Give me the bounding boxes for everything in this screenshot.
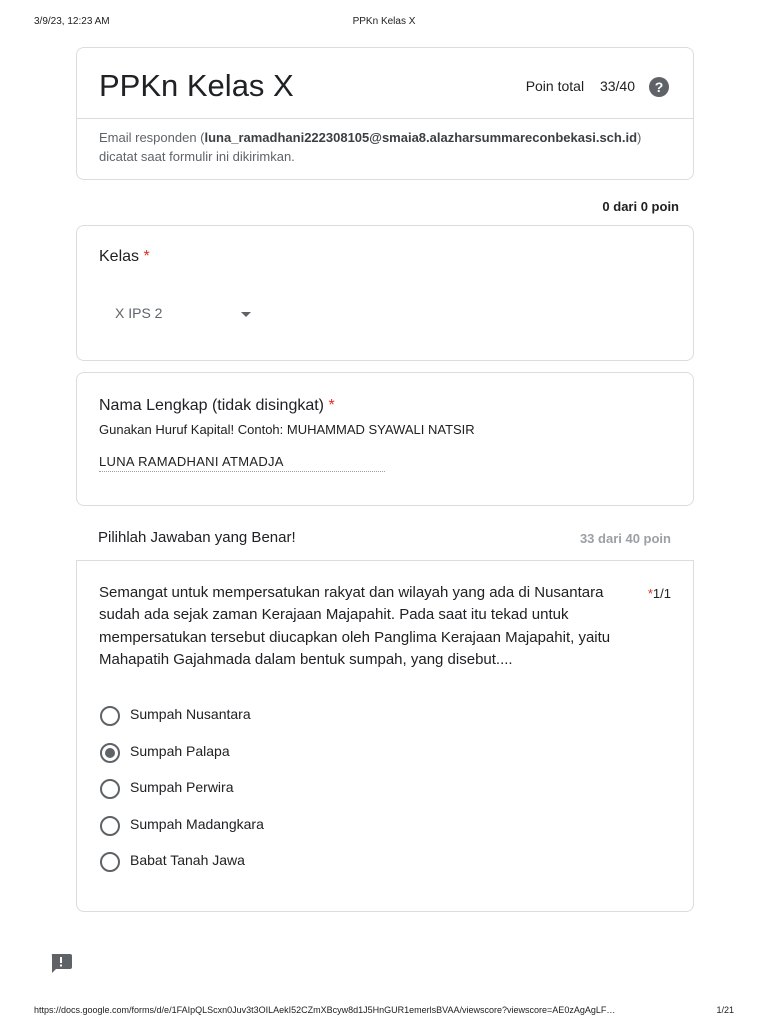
required-mark: * — [328, 397, 335, 414]
dropdown-arrow-icon — [241, 312, 251, 317]
option-label: Sumpah Palapa — [130, 742, 230, 759]
help-icon[interactable]: ? — [649, 77, 669, 97]
email-note — [99, 128, 671, 166]
total-score-label: Poin total — [525, 78, 585, 94]
section-points: 0 dari 0 poin — [602, 199, 679, 214]
question-card-nama — [76, 372, 694, 506]
total-score-value: 33/40 — [599, 78, 635, 94]
email-note-line2: dicatat saat formulir ini dikirimkan. — [99, 149, 295, 164]
form-header-card — [76, 47, 694, 180]
print-doc-title: PPKn Kelas X — [352, 16, 416, 27]
section-score: 33 dari 40 poin — [579, 531, 671, 546]
question-title-kelas — [99, 248, 150, 266]
required-mark: * — [647, 586, 653, 601]
option-label: Sumpah Nusantara — [130, 706, 251, 722]
email-prefix: Email responden ( — [99, 130, 205, 145]
total-score — [526, 78, 635, 94]
print-page-number: 1/21 — [716, 1005, 734, 1015]
kelas-dropdown[interactable] — [115, 305, 255, 325]
print-datetime: 3/9/23, 12:23 AM — [34, 16, 110, 27]
form-title: PPKn Kelas X — [99, 68, 294, 103]
question-text: Semangat untuk mempersatukan rakyat dan wilayah yang ada di Nusantara sudah ada sejak zaman Kerajaan Majapahit. Pada saat itu tekad untuk mempersatukan tersebut diucapkan oleh Panglima Kerajaan Majapahit, yaitu Mahapatih Gajahmada dalam bentuk sumpah, yang disebut.... — [99, 584, 611, 668]
print-header — [0, 16, 768, 30]
email-suffix: ) — [637, 130, 642, 145]
print-url: https://docs.google.com/forms/d/e/1FAIpQLScxn0Juv3t3OILAekI52CZmXBcyw8d1J5HnGUR1emerlsBVAA/viewscore?viewscore=AE0zAgAgLF… — [34, 1005, 616, 1015]
question-label: Kelas — [99, 248, 140, 265]
question-score-value: 1/1 — [652, 586, 671, 601]
option-label: Sumpah Perwira — [130, 779, 234, 795]
feedback-icon[interactable] — [50, 954, 72, 973]
question-score — [648, 586, 671, 601]
option-label: Babat Tanah Jawa — [130, 852, 245, 868]
question-card-kelas — [76, 225, 694, 361]
radio-icon[interactable] — [100, 816, 120, 836]
question-card-1 — [76, 560, 694, 912]
radio-checked-icon[interactable] — [100, 743, 120, 763]
question-title-nama — [99, 397, 335, 415]
radio-icon[interactable] — [100, 852, 120, 872]
nama-answer-field[interactable]: LUNA RAMADHANI ATMADJA — [99, 454, 385, 472]
respondent-email: luna_ramadhani222308105@smaia8.alazharsummareconbekasi.sch.id — [204, 130, 638, 145]
section-title: Pilihlah Jawaban yang Benar! — [98, 529, 296, 546]
feedback-icon-glyph — [50, 954, 72, 973]
radio-icon[interactable] — [100, 779, 120, 799]
option-label: Sumpah Madangkara — [130, 815, 264, 832]
question-description: Gunakan Huruf Kapital! Contoh: MUHAMMAD SYAWALI NATSIR — [99, 422, 475, 437]
required-mark: * — [143, 248, 150, 265]
header-divider — [77, 118, 693, 119]
radio-icon[interactable] — [100, 706, 120, 726]
question-label: Nama Lengkap (tidak disingkat) — [99, 397, 325, 414]
dropdown-selected-value: X IPS 2 — [115, 305, 163, 321]
